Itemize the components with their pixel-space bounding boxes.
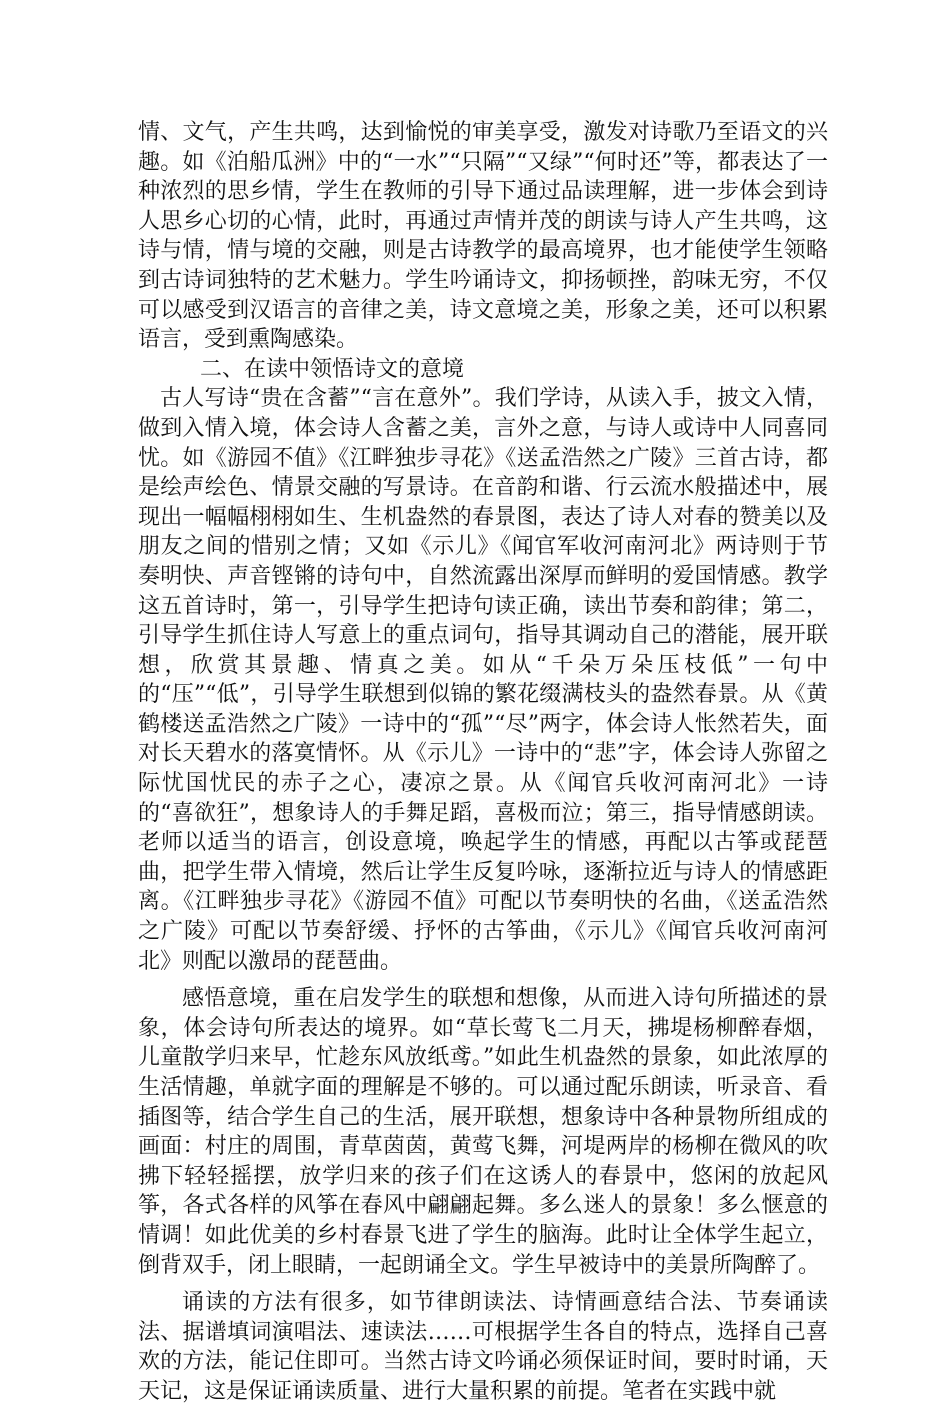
- paragraph-reading-artistic-conception: 古人写诗“贵在含蓄”“言在意外”。我们学诗，从读入手，披文入情，做到入情入境，体会诗人含蓄之美，言外之意，与诗人或诗中人同喜同忧。如《游园不值》《江畔独步寻花》《送孟浩然之广陵》三首古诗，都是绘声绘色、情景交融的写景诗。在音韵和谐、行云流水般描述中，展现出一幅幅栩栩如生、生机盎然的春景图，表达了诗人对春的赞美以及朋友之间的惜别之情；又如《示儿》《闻官军收河南河北》两诗则于节奏明快、声音铿锵的诗句中，自然流露出深厚而鲜明的爱国情感。教学这五首诗时，第一，引导学生把诗句读正确，读出节奏和韵律；第二，引导学生抓住诗人写意上的重点词句，指导其调动自己的潜能，展开联想，欣赏其景趣、情真之美。如从“千朵万朵压枝低”一句中的“压”“低”，引导学生联想到似锦的繁花缀满枝头的盎然春景。从《黄鹤楼送孟浩然之广陵》一诗中的“孤”“尽”两字，体会诗人怅然若失，面对长天碧水的落寞情怀。从《示儿》一诗中的“悲”字，体会诗人弥留之际忧国忧民的赤子之心，凄凉之景。从《闻官兵收河南河北》一诗的“喜欲狂”，想象诗人的手舞足蹈，喜极而泣；第三，指导情感朗读。老师以适当的语言，创设意境，唤起学生的情感，再配以古筝或琵琶曲，把学生带入情境，然后让学生反复吟咏，逐渐拉近与诗人的情感距离。《江畔独步寻花》《游园不值》可配以节奏明快的名曲，《送孟浩然之广陵》可配以节奏舒缓、抒怀的古筝曲，《示儿》《闻官兵收河南河北》则配以激昂的琵琶曲。: [138, 386, 828, 974]
- document-page: [138, 118, 828, 1407]
- paragraph-perceiving-artistic-conception: 感悟意境，重在启发学生的联想和想像，从而进入诗句所描述的景象，体会诗句所表达的境界。如“草长莺飞二月天，拂堤杨柳醉春烟，儿童散学归来早，忙趁东风放纸鸢。”如此生机盎然的景象，如此浓厚的生活情趣，单就字面的理解是不够的。可以通过配乐朗读，听录音、看插图等，结合学生自己的生活，展开联想，想象诗中各种景物所组成的画面：村庄的周围，青草茵茵，黄莺飞舞，河堤两岸的杨柳在微风的吹拂下轻轻摇摆，放学归来的孩子们在这诱人的春景中，悠闲的放起风筝，各式各样的风筝在春风中翩翩起舞。多么迷人的景象！多么惬意的情调！如此优美的乡村春景飞进了学生的脑海。此时让全体学生起立，倒背双手，闭上眼睛，一起朗诵全文。学生早被诗中的美景所陶醉了。: [138, 986, 828, 1278]
- section-heading: 二、在读中领悟诗文的意境: [200, 356, 465, 382]
- paragraph-recitation-methods: 诵读的方法有很多，如节律朗读法、诗情画意结合法、节奏诵读法、据谱填词演唱法、速读法……可根据学生各自的特点，选择自己喜欢的方法，能记住即可。当然古诗文吟诵必须保证时间，要时时诵，天天记，这是保证诵读质量、进行大量积累的前提。笔者在实践中就: [138, 1290, 828, 1404]
- paragraph-continuation: 情、文气，产生共鸣，达到愉悦的审美享受，激发对诗歌乃至语文的兴趣。如《泊船瓜洲》中的“一水”“只隔”“又绿”“何时还”等，都表达了一种浓烈的思乡情，学生在教师的引导下通过品读理解，进一步体会到诗人思乡心切的心情，此时，再通过声情并茂的朗读与诗人产生共鸣，这诗与情，情与境的交融，则是古诗教学的最高境界，也才能使学生领略到古诗词独特的艺术魅力。学生吟诵诗文，抑扬顿挫，韵味无穷，不仅可以感受到汉语言的音律之美，诗文意境之美，形象之美，还可以积累语言，受到熏陶感染。: [138, 120, 828, 353]
